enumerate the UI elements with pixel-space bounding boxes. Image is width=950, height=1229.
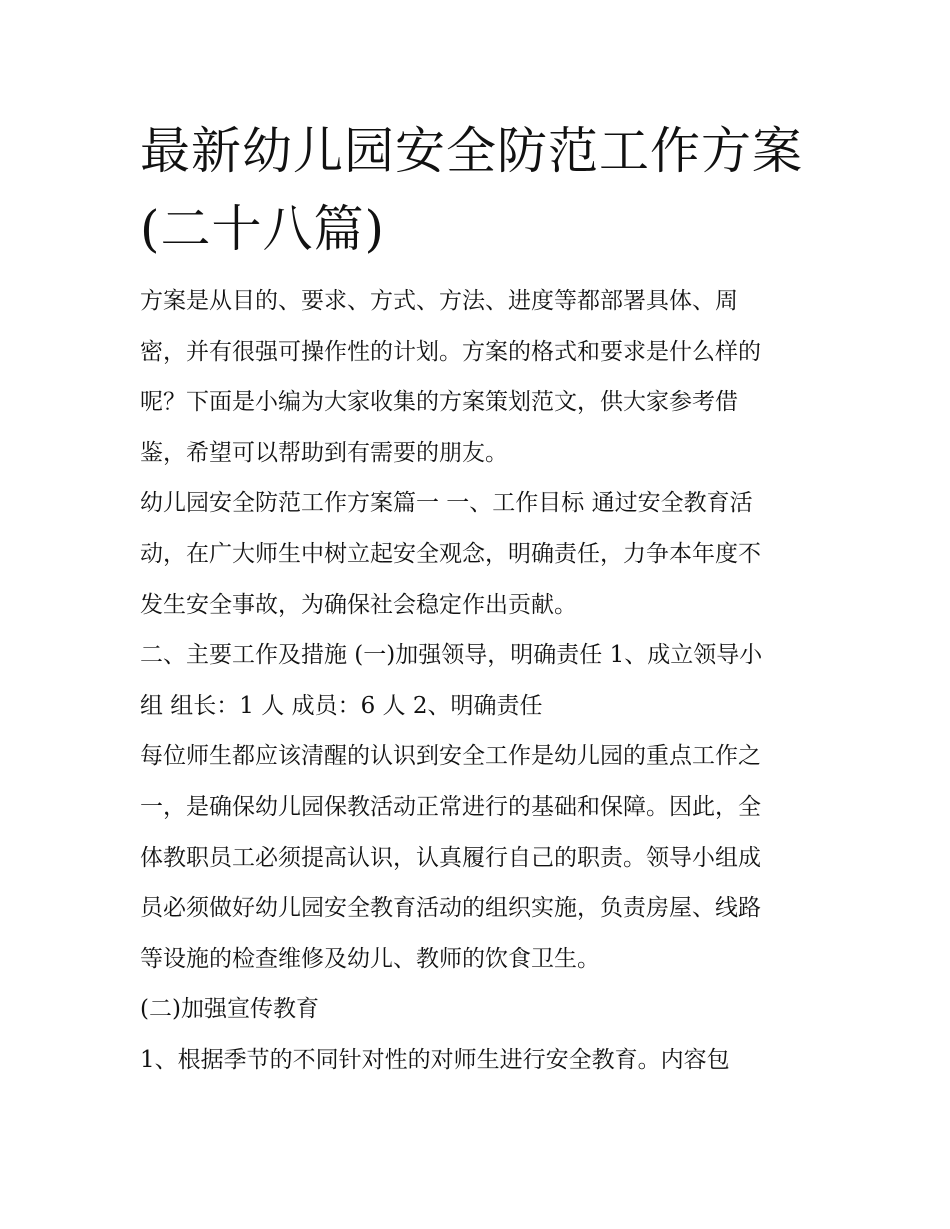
paragraph-heading-publicity: [140, 984, 820, 1035]
text-line: 每位师生都应该清醒的认识到安全工作是幼儿园的重点工作之: [140, 743, 761, 770]
document-title: [140, 112, 820, 268]
text-line: 动，在广大师生中树立起安全观念，明确责任，力争本年度不: [140, 540, 761, 567]
paragraph-goal: [140, 478, 820, 630]
text-line: 1、根据季节的不同针对性的对师生进行安全教育。内容包: [140, 1046, 730, 1073]
title-line: 最新幼儿园安全防范工作方案: [140, 122, 803, 180]
text-line: 密，并有很强可操作性的计划。方案的格式和要求是什么样的: [140, 338, 761, 365]
paragraph-seasonal-education: [140, 1035, 820, 1086]
paragraph-responsibility: [140, 731, 820, 984]
text-line: (二)加强宣传教育: [140, 996, 319, 1023]
text-line: 发生安全事故，为确保社会稳定作出贡献。: [140, 591, 577, 618]
text-line: 组 组长：1 人 成员：6 人 2、明确责任: [140, 692, 543, 719]
text-line: 体教职员工必须提高认识，认真履行自己的职责。领导小组成: [140, 844, 761, 871]
text-line: 幼儿园安全防范工作方案篇一 一、工作目标 通过安全教育活: [140, 490, 753, 517]
text-line: 鉴，希望可以帮助到有需要的朋友。: [140, 439, 508, 466]
text-line: 呢？下面是小编为大家收集的方案策划范文，供大家参考借: [140, 389, 738, 416]
text-line: 二、主要工作及措施 (一)加强领导，明确责任 1、成立领导小: [140, 642, 763, 669]
text-line: 员必须做好幼儿园安全教育活动的组织实施，负责房屋、线路: [140, 895, 761, 922]
text-line: 一，是确保幼儿园保教活动正常进行的基础和保障。因此，全: [140, 793, 761, 820]
text-line: 等设施的检查维修及幼儿、教师的饮食卫生。: [140, 945, 600, 972]
document-body: [140, 276, 820, 1086]
text-line: 方案是从目的、要求、方式、方法、进度等都部署具体、周: [140, 288, 738, 314]
title-line: (二十八篇): [140, 200, 386, 258]
paragraph-intro: [140, 276, 820, 478]
paragraph-measures: [140, 630, 820, 731]
